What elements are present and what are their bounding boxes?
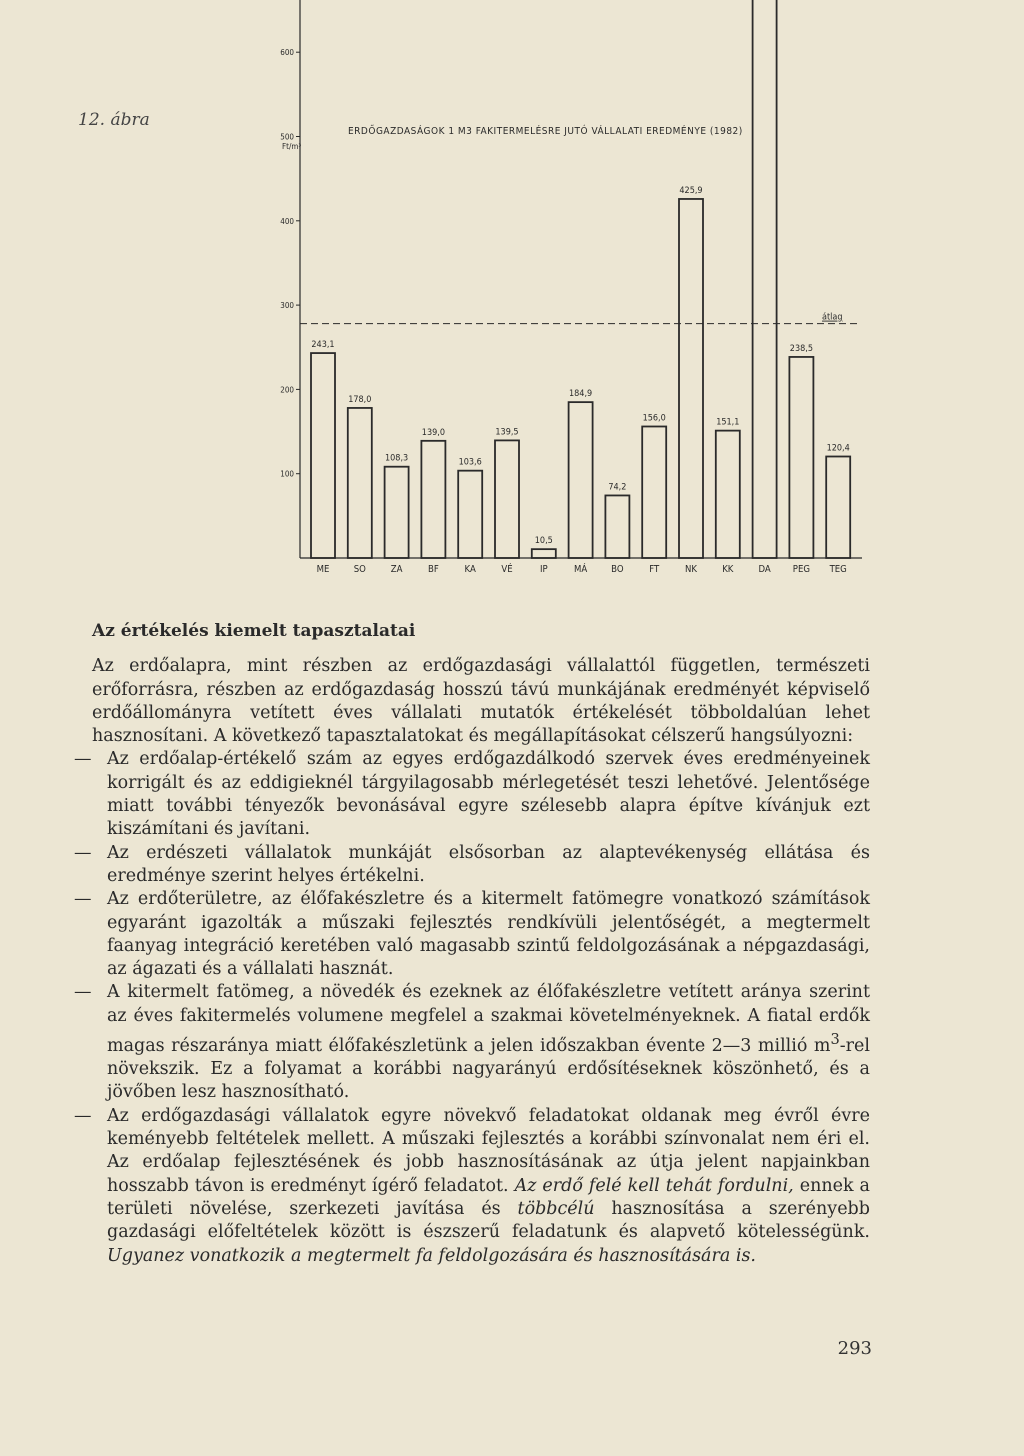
section-heading: Az értékelés kiemelt tapasztalatai <box>92 621 416 641</box>
bar <box>569 402 593 558</box>
y-axis-label: Ft/m³ <box>282 142 302 151</box>
x-category-label: ME <box>316 564 330 575</box>
bar-value-label: 120,4 <box>826 443 850 454</box>
bar-value-label: 103,6 <box>458 457 482 468</box>
bar-value-label: 151,1 <box>716 417 740 428</box>
bar-value-label: 184,9 <box>569 389 593 400</box>
bar-value-label: 425,9 <box>679 185 703 196</box>
bar <box>679 199 703 558</box>
bullet-4-sup: 3 <box>830 1031 840 1049</box>
bar <box>826 457 850 558</box>
bar-value-label: 243,1 <box>311 340 335 351</box>
bars-group <box>311 0 850 575</box>
bullet-5-italic-1: Az erdő felé kell tehát fordulni, <box>514 1175 794 1196</box>
bar-value-label: 108,3 <box>385 453 409 464</box>
bullet-4-text-a: A kitermelt fatömeg, a növedék és ezeknek az élőfakészletre vetített aránya szerint az éves fakitermelés volumene megfelel a szakmai követelményeknek. A fiatal erdők magas részaránya miatt élőfakészletünk a jelen időszakban évente 2—3 millió m <box>107 982 870 1056</box>
x-category-label: KA <box>464 564 476 575</box>
bullet-5-italic-3: Ugyanez vonatkozik a megtermelt fa feldolgozására és hasznosítására is. <box>107 1245 756 1266</box>
y-tick-label: 600 <box>280 48 294 58</box>
bar <box>753 0 777 558</box>
x-category-label: BO <box>611 564 624 575</box>
bullet-4-text-b: -rel növekszik. Ez a folyamat a korábbi nagyarányú erdősítéseknek köszönhető, és a jövőben lesz hasznosítható. <box>107 1035 870 1103</box>
bullet-dash: — <box>74 1105 92 1126</box>
bullet-1 <box>74 748 870 841</box>
bullet-5-text-b: ennek a területi növelése, szerkezeti javítása és <box>107 1175 870 1219</box>
x-category-label: PEG <box>792 564 810 575</box>
bullet-2-text: Az erdészeti vállalatok munkáját elsősorban az alaptevékenység ellátása és eredménye szerint helyes értékelni. <box>107 842 870 886</box>
bar <box>789 357 813 558</box>
y-ticks <box>280 0 300 479</box>
bullet-5-text-a: Az erdőgazdasági vállalatok egyre növekvő feladatokat oldanak meg évről évre keményebb feltételek mellett. A műszaki fejlesztés a korábbi színvonalat nem éri el. Az erdőalap fejlesztésének és jobb hasznosításának az útja jelent napjainkban hosszabb távon is eredményt ígérő feladatot. <box>107 1105 870 1196</box>
bar-value-label: 10,5 <box>534 536 553 547</box>
bullet-5 <box>74 1105 870 1268</box>
bar <box>458 471 482 558</box>
bullet-dash: — <box>74 749 92 770</box>
bullet-5-italic-2: többcélú <box>517 1198 595 1219</box>
figure-label: 12. ábra <box>78 110 150 130</box>
bar-value-label: 74,2 <box>608 482 627 493</box>
page-number: 293 <box>837 1338 872 1359</box>
x-category-label: DA <box>758 564 771 575</box>
chart-title: ERDŐGAZDASÁGOK 1 M3 FAKITERMELÉSRE JUTÓ VÁLLALATI EREDMÉNYE (1982) <box>348 126 743 137</box>
y-tick-label: 500 <box>280 132 294 142</box>
bar-value-label: 139,0 <box>421 427 445 438</box>
intro-paragraph: Az erdőalapra, mint részben az erdőgazdasági vállalattól független, természeti erőforrásra, részben az erdőgazdaság hosszú távú munkájának eredményét képviselő erdőállományra vetített éves vállalati mutatók értékelését többoldalúan lehet hasznosítani. A következő tapasztalatokat és megállapításokat célszerű hangsúlyozni: <box>92 656 870 747</box>
bar <box>495 440 519 558</box>
bar <box>311 353 335 558</box>
x-category-label: BF <box>428 564 439 575</box>
x-category-label: NK <box>685 564 697 575</box>
bar-value-label: 156,0 <box>642 413 666 424</box>
bar-chart <box>0 0 1024 600</box>
bullet-5-text-c: hasznosítása a szerényebb gazdasági előfeltételek között is észszerű feladatunk és alapvető kötelességünk. <box>107 1198 870 1243</box>
text-block <box>74 620 870 1268</box>
bullet-dash: — <box>74 982 92 1003</box>
bar <box>348 408 372 558</box>
bullet-2 <box>74 842 870 889</box>
bullet-dash: — <box>74 842 92 863</box>
x-category-label: IP <box>539 564 548 575</box>
bar-value-label: 178,0 <box>348 394 372 405</box>
bar <box>642 426 666 558</box>
bullet-3-text: Az erdőterületre, az élőfakészletre és a kitermelt fatömegre vonatkozó számítások egyaránt igazolták a műszaki fejlesztés rendkívüli jelentőségét, a megtermelt faanyag integráció keretében való magasabb szintű feldolgozásának a népgazdasági, az ágazati és a vállalati hasznát. <box>107 889 870 980</box>
bullet-dash: — <box>74 889 92 910</box>
average-line-label: átlag <box>822 312 843 323</box>
bar <box>421 441 445 558</box>
x-category-label: MÁ <box>573 564 588 575</box>
bar-value-label: 238,5 <box>789 343 813 354</box>
y-tick-label: 100 <box>280 469 294 479</box>
bar <box>716 431 740 558</box>
bullet-1-text: Az erdőalap-értékelő szám az egyes erdőgazdálkodó szervek éves eredményeinek korrigált és az eddigieknél tárgyilagosabb mérlegetését teszi lehetővé. Jelentősége miatt további tényezők bevonásával egyre szélesebb alapra építve kívánjuk ezt kiszámítani és javítani. <box>107 749 870 840</box>
x-category-label: FT <box>649 564 660 575</box>
bullet-4 <box>74 981 870 1104</box>
x-category-label: KK <box>722 564 734 575</box>
y-tick-label: 300 <box>280 301 294 311</box>
bar <box>605 495 629 558</box>
y-tick-label: 400 <box>280 216 294 226</box>
bar <box>532 549 556 558</box>
x-category-label: VÉ <box>501 564 513 575</box>
bar <box>385 467 409 558</box>
bullet-3 <box>74 888 870 981</box>
x-category-label: TEG <box>829 564 847 575</box>
bar-value-label: 139,5 <box>495 427 519 438</box>
y-tick-label: 200 <box>280 385 294 395</box>
x-category-label: SO <box>353 564 366 575</box>
x-category-label: ZA <box>390 564 403 575</box>
